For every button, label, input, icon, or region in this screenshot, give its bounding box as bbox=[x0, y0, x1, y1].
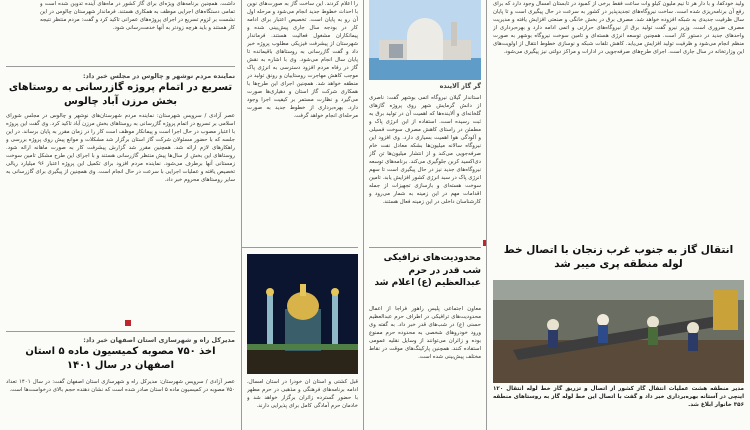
headline-block bbox=[6, 334, 235, 373]
section-divider bbox=[6, 331, 235, 332]
article-body: عصر آزادی / سرویس شهرستان: نماینده مردم شهرستان‌های نوشهر و چالوس در مجلس شورای اسلامی بر تسریع در اتمام پروژه گازرسانی به روستاهای بخش مرزن آباد تاکید کرد. وی گفت این پروژه با اعتبار مصوب در حال اجرا است و پیمانکار موظف است کار را در زمان مقرر به پایان برساند. در این جلسه که با حضور مسئولان شرکت گاز استان برگزار شد مشکلات و موانع پیش روی پروژه بررسی و راهکارهای لازم ارائه شد. همچنین مقرر شد گزارش پیشرفت کار به صورت ماهانه ارائه شود. روستاهای این بخش از سال‌ها پیش منتظر گازرسانی هستند و با اجرای این طرح مشکل تامین سوخت زمستانی آنها برطرف می‌شود. نماینده مردم افزود برای تکمیل این پروژه اعتبار ۹۶ میلیارد ریالی تخصیص یافته و عملیات اجرایی با سرعت در حال انجام است. وی همچنین از پیگیری برای گازرسانی به سایر روستاهای محروم خبر داد. bbox=[6, 113, 235, 183]
article-body: ولید خودکفا، و با دار هر تا نیم ملیون کیلو وات ساعت فقط برخی از کمبود در تابستان امسال وجود دارد که برای رفع آن برنامه‌ریزی شده است. ساخت نیروگاه‌های تجدیدپذیر در کشور به سرعت در حال پیگیری است و تا پایان سال ظرفیت جدیدی به شبکه افزوده خواهد شد. مصرف برق در بخش خانگی و صنعتی افزایش یافته و مدیریت مصرف ضروری است. وزیر نیرو گفت تولید برق از نیروگاه‌های حرارتی و اتمی ادامه دارد و بهره‌برداری از واحدهای جدید در دستور کار است. همچنین توسعه انرژی هسته‌ای و تامین سوخت نیروگاه بوشهر به صورت منظم انجام می‌شود و ظرفیت تولید افزایش می‌یابد. کاهش تلفات شبکه و نوسازی خطوط انتقال از اولویت‌های این وزارتخانه در سال جاری است. اجرای طرح‌های صرفه‌جویی در ادارات و مراکز دولتی نیز پیگیری می‌شود. bbox=[493, 1, 744, 55]
photo-power-plant bbox=[369, 0, 481, 80]
end-marker-icon bbox=[125, 320, 131, 326]
column-center-right bbox=[364, 0, 486, 430]
column-right bbox=[487, 0, 750, 430]
headline-block bbox=[369, 252, 481, 290]
article-shrine bbox=[247, 378, 358, 430]
article-top-right bbox=[493, 0, 744, 205]
photo-pipeline bbox=[493, 280, 744, 383]
article-top-left bbox=[40, 0, 235, 62]
shrine-night-photo bbox=[247, 254, 358, 374]
article-body: معاون اجتماعی پلیس راهور فراجا از اعمال محدودیت‌های ترافیکی در اطراف حرم عبدالعظیم حسنی (ع) در شب‌های قدر خبر داد. به گفته وی ورود خودروهای شخصی به محدوده حرم ممنوع بوده و زائران می‌توانند از وسایل نقلیه عمومی استفاده کنند. همچنین پارکینگ‌های موقت در نقاط مختلف پیش‌بینی شده است. bbox=[369, 306, 481, 360]
caption-block bbox=[369, 82, 481, 90]
article-isfahan bbox=[6, 378, 235, 430]
column-center-left bbox=[242, 0, 363, 430]
article-body: عصر آزادی / سرویس شهرستان: مدیرکل راه و شهرسازی استان اصفهان گفت: در سال ۱۴۰۱ تعداد ۷۵۰ مصوبه در کمیسیون ماده ۵ استان صادر شده است که نشان دهنده حجم بالای درخواست‌ها است. bbox=[6, 379, 235, 393]
article-deck: مدیر منطقه هشت عملیات انتقال گاز کشور از اتصال و تزریق گاز خط لوله انتقال ۱۲۰ اینچی در آستانه بهره‌برداری خبر داد و گفت با اتصال این خط لوله گاز به روستاهای منطقه ۳۵۶ خانوار ابلاغ شد. bbox=[493, 386, 744, 408]
kicker-isfahan: مدیرکل راه و شهرسازی استان اصفهان خبر داد: bbox=[83, 336, 235, 344]
end-marker-icon bbox=[483, 240, 486, 246]
pipeline-workers-photo bbox=[493, 280, 744, 383]
headline-chalus: تسریع در اتمام پروژه گازرسانی به روستاهای بخش مرزن آباد چالوس bbox=[8, 82, 233, 107]
article-body: را اعلام کردند. این ساخت گاز به صورت‌های نوین با احداث خطوط جدید انجام می‌شود و مرحله اول آن رو به پایان است. تخصیص اعتبار برای ادامه کار در بودجه سال جاری پیش‌بینی شده و پیمانکاران مشغول فعالیت هستند. فرماندار شهرستان از پیشرفت فیزیکی مطلوب پروژه خبر داد و گفت گازرسانی به روستاهای باقیمانده تا پایان سال انجام می‌شود. وی با اشاره به نقش گاز در رفاه مردم افزود دسترسی به انرژی پاک موجب کاهش مهاجرت روستاییان و رونق تولید در منطقه خواهد شد. همچنین اجرای این طرح‌ها با همکاری شرکت گاز استان و دهیاری‌ها صورت می‌گیرد و نظارت مستمر بر کیفیت اجرا وجود دارد. بهره‌برداری از خطوط جدید به صورت مرحله‌ای انجام خواهد گرفت. bbox=[247, 1, 358, 119]
section-divider bbox=[369, 247, 481, 248]
photo-shrine bbox=[247, 254, 358, 374]
photo-caption: گر گاز آلاینده bbox=[439, 82, 481, 90]
article-nuclear bbox=[369, 94, 481, 240]
article-chalus bbox=[6, 112, 235, 324]
kicker-chalus: نماینده مردم نوشهر و چالوس در مجلس خبر داد: bbox=[83, 72, 235, 80]
headline-gas-zanjan: انتقال گاز به جنوب غرب زنجان با اتصال خط لوله منطقه پری میبر شد bbox=[503, 244, 734, 270]
column-left bbox=[0, 0, 241, 430]
article-body: قبل کشتی و استان ان خودرا در استان امسال، ادامه برنامه‌های فرهنگی و مذهبی در حرم مطهر با حضور گسترده زائران برگزار خواهد شد و خادمان حرم آمادگی کامل برای پذیرایی دارند. bbox=[247, 379, 358, 409]
headline-block bbox=[493, 243, 744, 271]
section-divider bbox=[242, 247, 358, 248]
headline-block bbox=[6, 70, 235, 109]
article-body: داشت. همچنین برنامه‌های ویژه‌ای برای گاز کشور در ماه‌های آینده تدوین شده است و تمامی دستگاه‌های اجرایی موظف به همکاری هستند. فرماندار شهرستان چالوس در این نشست بر لزوم تسریع در اجرای پروژه‌های عمرانی تاکید کرد و گفت: مردم منتظر نتیجه کار هستند و باید هرچه زودتر به آنها خدمت‌رسانی شود. bbox=[40, 1, 235, 31]
section-divider bbox=[6, 66, 235, 67]
article-gas bbox=[247, 0, 358, 240]
headline-traffic: محدودیت‌های ترافیکی شب قدر در حرم عبدالعظیم (ع) اعلام شد bbox=[374, 253, 481, 288]
article-traffic bbox=[369, 305, 481, 430]
deck-block bbox=[493, 385, 744, 430]
headline-isfahan: اخذ ۷۵۰ مصوبه کمیسیون ماده ۵ استان اصفهان در سال ۱۴۰۱ bbox=[25, 346, 216, 371]
column-divider bbox=[486, 0, 487, 430]
nuclear-plant-photo bbox=[369, 0, 481, 80]
column-divider bbox=[363, 0, 364, 430]
column-divider bbox=[241, 0, 242, 430]
article-body: استاندار گیلان نیروگاه اتمی بوشهر گفت: ناصری از دانش گرمایش شهر روی پروژه گازهای گلخانه‌ای و آلاینده‌ها که اهمیت آن در تولید برق به ثبت رسیده است. استفاده از این انرژی پاک و مطمئن در راستای کاهش مصرف سوخت فسیلی و آلودگی هوا اهمیت بسیاری دارد. وی افزود این نیروگاه سالانه میلیون‌ها بشکه معادل نفت خام صرفه‌جویی می‌کند و از انتشار میلیون‌ها تن گاز دی‌اکسید کربن جلوگیری می‌کند. برنامه‌های توسعه نیروگاه‌های جدید نیز در حال پیگیری است تا سهم انرژی پاک در سبد انرژی کشور افزایش یابد. تامین سوخت هسته‌ای و بازسازی تجهیزات از جمله اقدامات مهم در این زمینه به شمار می‌رود و کارشناسان داخلی در این زمینه فعال هستند. bbox=[369, 95, 481, 205]
